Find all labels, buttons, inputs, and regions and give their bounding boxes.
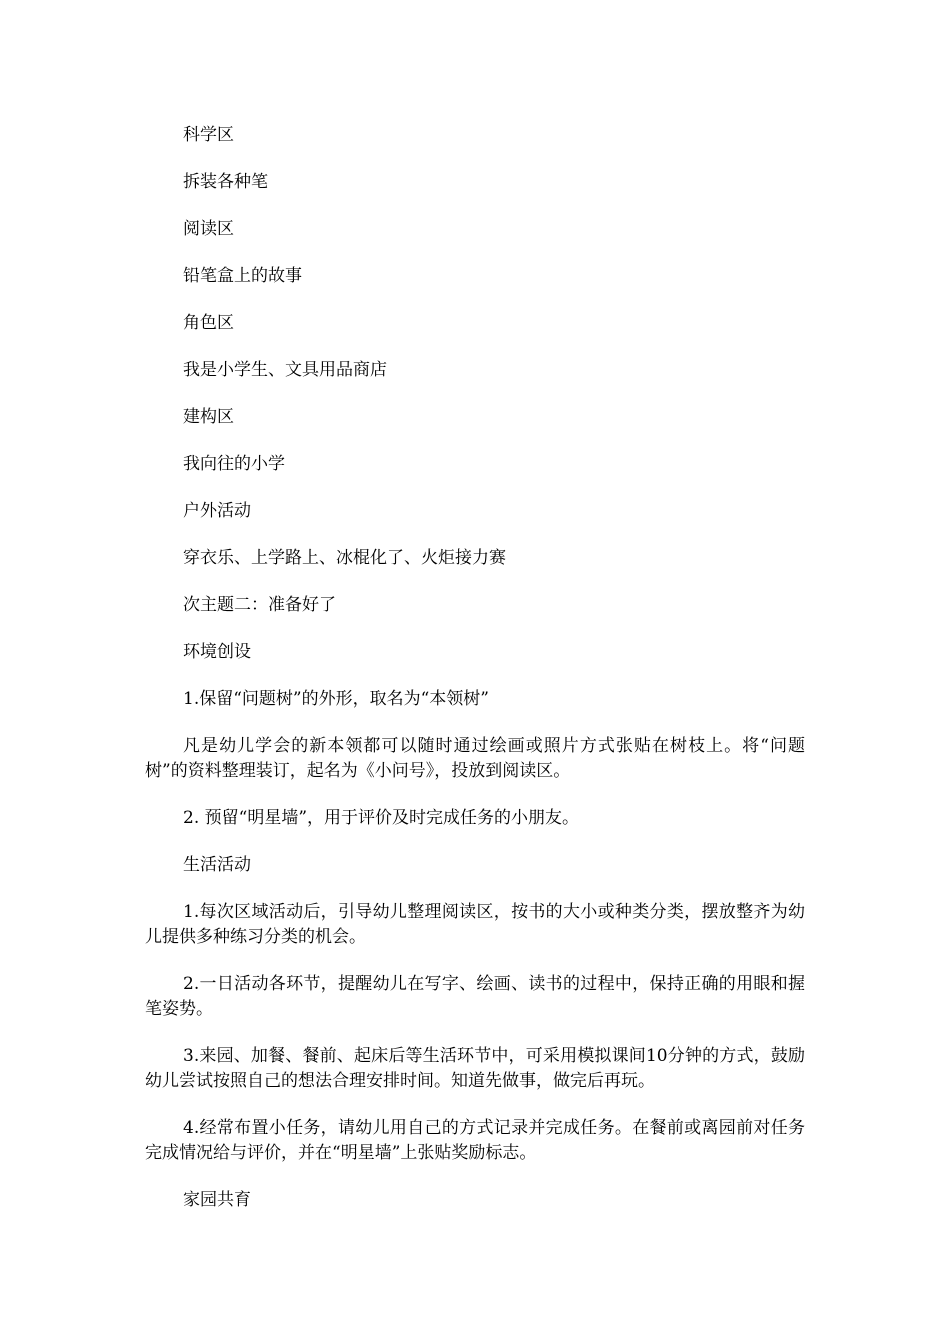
paragraph: 凡是幼儿学会的新本领都可以随时通过绘画或照片方式张贴在树枝上。将“问题树”的资料整理装订，起名为《小问号》，投放到阅读区。 [145, 736, 805, 781]
paragraph: 生活活动 [183, 855, 251, 875]
paragraph: 穿衣乐、上学路上、冰棍化了、火炬接力赛 [183, 548, 506, 568]
paragraph: 我是小学生、文具用品商店 [183, 360, 387, 380]
paragraph: 1.保留“问题树”的外形，取名为“本领树” [183, 689, 489, 709]
paragraph: 户外活动 [183, 501, 251, 521]
paragraph: 3.来园、加餐、餐前、起床后等生活环节中，可采用模拟课间10分钟的方式，鼓励幼儿尝试按照自己的想法合理安排时间。知道先做事，做完后再玩。 [145, 1046, 805, 1091]
paragraph: 4.经常布置小任务，请幼儿用自己的方式记录并完成任务。在餐前或离园前对任务完成情况给与评价，并在“明星墙”上张贴奖励标志。 [145, 1118, 805, 1163]
paragraph: 拆装各种笔 [183, 172, 268, 192]
paragraph: 2. 预留“明星墙”，用于评价及时完成任务的小朋友。 [183, 808, 580, 828]
paragraph: 角色区 [183, 313, 234, 333]
paragraph: 我向往的小学 [183, 454, 285, 474]
paragraph: 科学区 [183, 125, 234, 145]
paragraph: 2.一日活动各环节，提醒幼儿在写字、绘画、读书的过程中，保持正确的用眼和握笔姿势。 [145, 974, 805, 1019]
paragraph: 铅笔盒上的故事 [183, 266, 302, 286]
paragraph: 1.每次区域活动后，引导幼儿整理阅读区，按书的大小或种类分类，摆放整齐为幼儿提供多种练习分类的机会。 [145, 902, 805, 947]
paragraph: 阅读区 [183, 219, 234, 239]
document-body [145, 123, 805, 1235]
paragraph: 家园共育 [183, 1190, 251, 1210]
paragraph: 建构区 [183, 407, 234, 427]
paragraph: 环境创设 [183, 642, 251, 662]
paragraph: 次主题二：准备好了 [183, 595, 336, 615]
